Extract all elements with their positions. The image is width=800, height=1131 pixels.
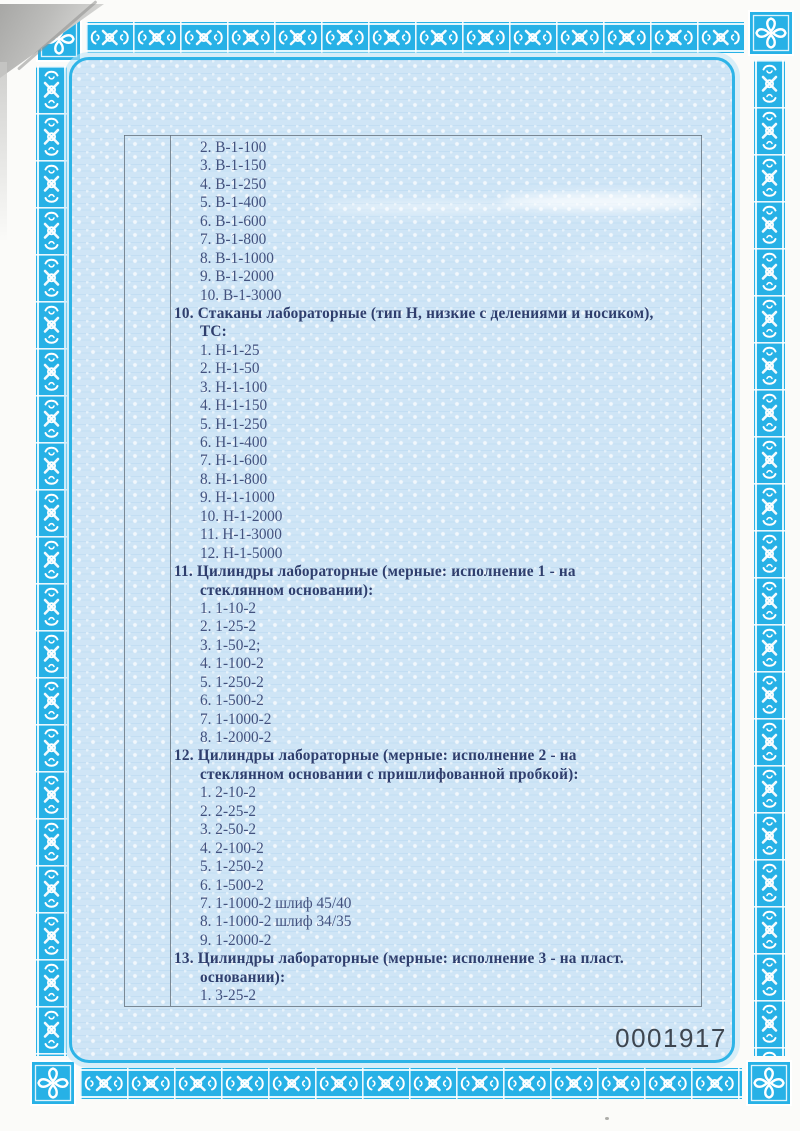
ornamental-border-top — [86, 22, 744, 53]
list-line: 4. 1-100-2 — [200, 655, 264, 673]
list-line: 5. Н-1-250 — [200, 415, 268, 433]
list-line: 4. 2-100-2 — [200, 839, 264, 857]
serial-number: 0001917 — [615, 1023, 727, 1053]
list-line: 10. В-1-3000 — [200, 286, 282, 304]
list-line: 13. Цилиндры лабораторные (мерные: исполнение 3 - на пласт. — [174, 950, 624, 968]
list-line: 5. 1-250-2 — [200, 673, 264, 691]
list-line: 4. Н-1-150 — [200, 397, 268, 415]
list-line: 8. Н-1-800 — [200, 470, 268, 488]
list-line: основании): — [200, 968, 286, 986]
list-line: 5. В-1-400 — [200, 194, 267, 212]
list-line: 3. 1-50-2; — [200, 636, 261, 654]
list-line: 10. Н-1-2000 — [200, 507, 283, 525]
ornamental-border-bottom — [80, 1068, 742, 1099]
list-line: 12. Н-1-5000 — [200, 544, 283, 562]
equipment-list — [174, 139, 698, 1006]
scan-edge-shadow — [0, 62, 7, 242]
list-line: 3. 2-50-2 — [200, 821, 257, 839]
ornamental-border-left — [36, 66, 67, 1056]
list-line: стеклянном основании с пришлифованной пробкой): — [200, 765, 579, 783]
table-border-right — [701, 135, 702, 1006]
list-line: 6. 1-500-2 — [200, 692, 264, 710]
list-line: 7. 1-1000-2 — [200, 710, 272, 728]
list-line: ТС: — [200, 323, 227, 341]
list-line: 7. 1-1000-2 шлиф 45/40 — [200, 894, 352, 912]
scan-speck — [605, 1117, 609, 1120]
list-line: 7. Н-1-600 — [200, 452, 268, 470]
list-line: 10. Стаканы лабораторные (тип Н, низкие с делениями и носиком), — [174, 304, 654, 322]
table-border-top — [124, 135, 702, 136]
list-line: 8. В-1-1000 — [200, 249, 274, 267]
corner-rosette-icon — [30, 1060, 76, 1106]
list-line: 2. Н-1-50 — [200, 360, 260, 378]
list-line: 1. 3-25-2 — [200, 987, 257, 1005]
list-line: 2. 2-25-2 — [200, 802, 257, 820]
table-border-bottom — [124, 1006, 702, 1007]
list-line: 6. 1-500-2 — [200, 876, 264, 894]
list-line: 9. В-1-2000 — [200, 268, 274, 286]
list-line: стеклянном основании): — [200, 581, 374, 599]
list-line: 2. В-1-100 — [200, 139, 267, 156]
list-line: 12. Цилиндры лабораторные (мерные: исполнение 2 - на — [174, 747, 577, 765]
list-line: 8. 1-1000-2 шлиф 34/35 — [200, 913, 352, 931]
list-line: 3. Н-1-100 — [200, 378, 268, 396]
list-line: 5. 1-250-2 — [200, 858, 264, 876]
list-line: 9. 1-2000-2 — [200, 931, 272, 949]
table-border-left — [124, 135, 125, 1006]
list-line: 1. 2-10-2 — [200, 784, 257, 802]
list-line: 3. В-1-150 — [200, 157, 267, 175]
list-line: 6. В-1-600 — [200, 212, 267, 230]
table-column-divider — [170, 135, 171, 1006]
list-line: 4. В-1-250 — [200, 175, 267, 193]
list-line: 2. 1-25-2 — [200, 618, 257, 636]
ornamental-border-right — [754, 60, 785, 1056]
list-line: 1. 1-10-2 — [200, 599, 257, 617]
list-line: 11. Н-1-3000 — [200, 526, 282, 544]
list-line: 6. Н-1-400 — [200, 434, 268, 451]
list-line: 8. 1-2000-2 — [200, 729, 272, 746]
list-line: 7. В-1-800 — [200, 231, 267, 249]
corner-rosette-icon — [746, 1060, 792, 1106]
list-line: 11. Цилиндры лабораторные (мерные: исполнение 1 - на — [174, 563, 576, 581]
list-line: 1. Н-1-25 — [200, 341, 260, 359]
corner-rosette-icon — [748, 10, 794, 56]
list-line: 9. Н-1-1000 — [200, 489, 275, 507]
